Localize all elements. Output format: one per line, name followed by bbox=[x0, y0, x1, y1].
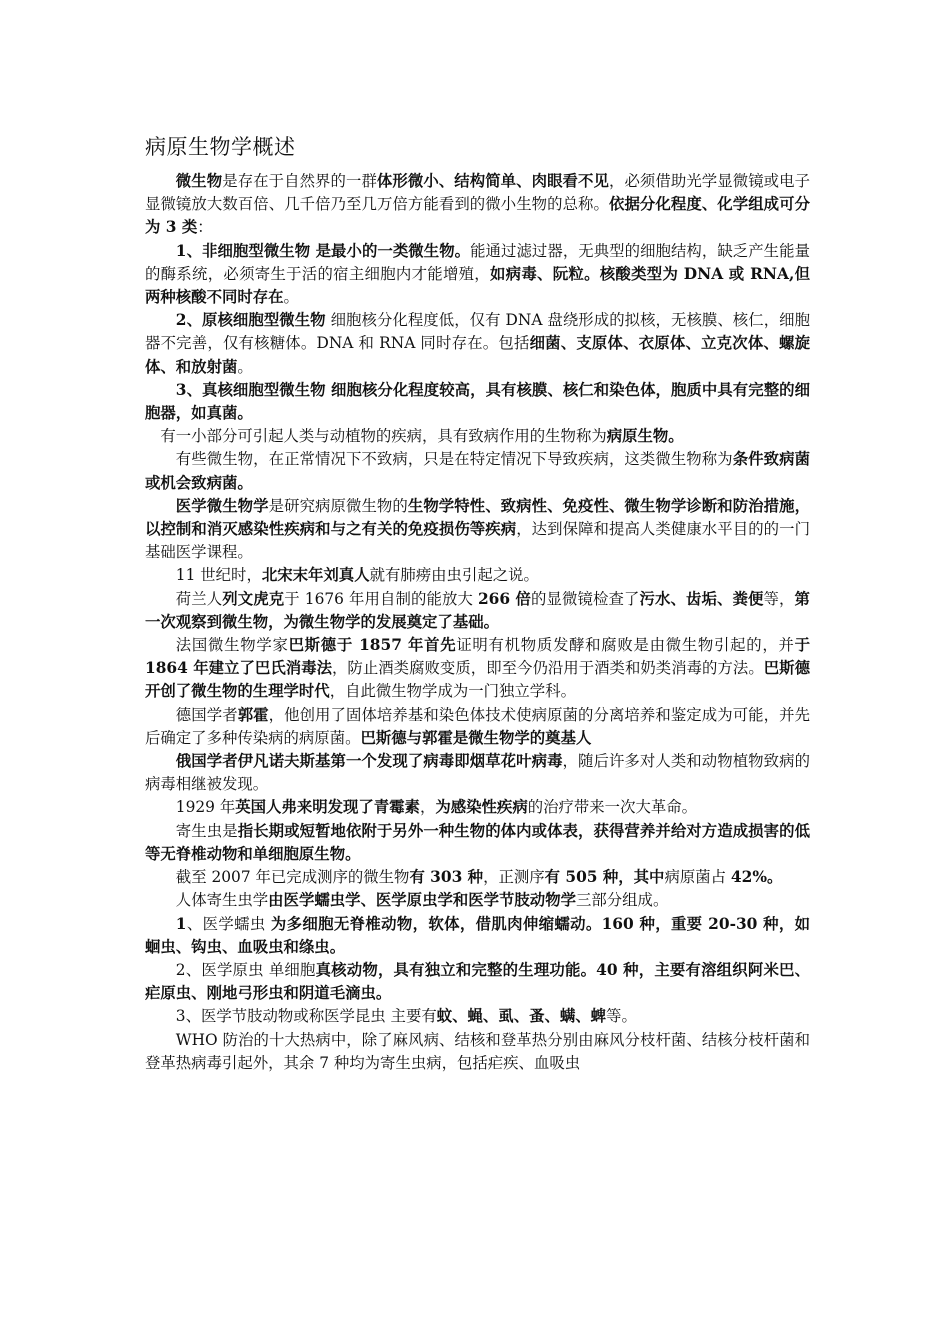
bold-text: 生物学特性、致病性、免疫性、微生物学诊断和防治措施，以控制和消灭感染性疾病和与之有关的免疫损伤等疾病 bbox=[145, 496, 810, 539]
text: 能通过滤过器，无典型的细胞结构，缺乏产生能量的酶系统，必须寄生于活的宿主细胞内才能增殖， bbox=[145, 241, 810, 283]
paragraph bbox=[145, 495, 810, 565]
bold-text: 英国人弗来明发现了青霉素 bbox=[235, 798, 420, 817]
paragraph bbox=[145, 309, 810, 379]
text: 证明有机物质发酵和腐败是由微生物引起的，并 bbox=[456, 636, 795, 655]
paragraph bbox=[145, 1005, 810, 1028]
text: 。 bbox=[283, 288, 299, 307]
paragraph bbox=[145, 379, 810, 425]
text: ，他创用了固体培养基和染色体技术使病原菌的分离培养和鉴定成为可能，并先后确定了多种传染病的病原菌。 bbox=[145, 705, 810, 747]
bold-text: 蚊、蝇、虱、蚤、螨、蜱 bbox=[436, 1007, 607, 1026]
bold-text: 如病毒、阮粒。核酸类型为 DNA 或 RNA,但两种核酸不同时存在 bbox=[145, 264, 810, 307]
paragraph bbox=[145, 170, 810, 240]
bold-text: 由医学蠕虫学、医学原虫学和医学节肢动物学 bbox=[268, 891, 576, 910]
bold-text: 第一次观察到微生物，为微生物学的发展奠定了基础。 bbox=[145, 589, 810, 631]
text: 的治疗带来一次大革命。 bbox=[527, 798, 698, 817]
bold-text: 北宋末年刘真人 bbox=[261, 566, 370, 585]
paragraph bbox=[145, 588, 810, 634]
bold-text: 体形微小、结构简单、肉眼看不见 bbox=[376, 172, 609, 190]
bold-text: 列文虎克 bbox=[222, 589, 285, 608]
document-body bbox=[145, 170, 810, 1075]
paragraph bbox=[145, 913, 810, 959]
text: 。 bbox=[237, 357, 253, 376]
bold-text: 2、原核细胞型微生物 bbox=[175, 311, 326, 330]
bold-text: 42%。 bbox=[730, 868, 783, 887]
text: 的显微镜检查了 bbox=[531, 589, 640, 608]
text: ，必须借助光学显微镜或电子显微镜放大数百倍、几千倍乃至几万倍方能看到的微小生物的总称。 bbox=[145, 172, 810, 214]
text: 1929 年 bbox=[175, 798, 236, 817]
bold-text: 依据分化程度、化学组成可分为 3 类 bbox=[145, 195, 810, 237]
paragraph bbox=[145, 425, 810, 448]
text: ，自此微生物学成为一门独立学科。 bbox=[329, 682, 576, 701]
text: 法国微生物学家 bbox=[175, 636, 289, 655]
text: 荷兰人 bbox=[175, 589, 223, 608]
bold-text: 病原生物。 bbox=[606, 427, 684, 446]
text: 截至 2007 年已完成测序的微生物 bbox=[175, 868, 410, 887]
text: ， bbox=[419, 798, 436, 817]
paragraph bbox=[145, 866, 810, 889]
document-page bbox=[145, 132, 810, 1075]
bold-text: 条件致病菌或机会致病菌。 bbox=[145, 450, 810, 492]
bold-text: 巴斯德与郭霍是微生物学的奠基人 bbox=[360, 728, 592, 747]
text: 德国学者 bbox=[175, 705, 238, 724]
text: 等， bbox=[763, 589, 795, 608]
bold-text: 俄国学者伊凡诺夫斯基第一个发现了病毒即烟草花叶病毒 bbox=[175, 752, 563, 771]
bold-text: 细菌、支原体、衣原体、立克次体、螺旋体、和放射菌 bbox=[145, 334, 810, 376]
text: 等。 bbox=[606, 1007, 637, 1026]
bold-text: 郭霍 bbox=[237, 705, 269, 724]
text: ，达到保障和提高人类健康水平目的的一门基础医学课程。 bbox=[145, 520, 810, 562]
bold-text: 有 303 种 bbox=[409, 868, 484, 887]
text: 是研究病原微生物的 bbox=[268, 496, 408, 515]
text: ，正测序 bbox=[483, 868, 545, 887]
text: 2、医学原虫 单细胞 bbox=[175, 960, 316, 979]
text: ，随后许多对人类和动物植物致病的病毒相继被发现。 bbox=[145, 752, 810, 794]
bold-text: 有 505 种，其中 bbox=[544, 868, 665, 887]
text: 3、医学节肢动物或称医学昆虫 主要有 bbox=[175, 1007, 437, 1026]
text: 三部分组成。 bbox=[575, 891, 669, 910]
bold-text: 266 倍 bbox=[477, 589, 532, 608]
text: ： bbox=[197, 218, 213, 237]
paragraph bbox=[145, 1029, 810, 1075]
paragraph bbox=[145, 820, 810, 866]
paragraph bbox=[145, 796, 810, 819]
bold-text: 污水、齿垢、粪便 bbox=[639, 589, 764, 608]
paragraph bbox=[145, 704, 810, 750]
text: ，防止酒类腐败变质，即至今仍沿用于酒类和奶类消毒的方法。 bbox=[332, 659, 764, 678]
paragraph bbox=[145, 448, 810, 494]
paragraph bbox=[145, 889, 810, 912]
text: 寄生虫是 bbox=[175, 821, 238, 840]
text: 于 1676 年用自制的能放大 bbox=[284, 589, 478, 608]
text: 有一小部分可引起人类与动植物的疾病，具有致病作用的生物称为 bbox=[160, 427, 607, 446]
paragraph bbox=[145, 959, 810, 1005]
bold-text: 为感染性疾病 bbox=[435, 798, 528, 817]
bold-text: 医学微生物学 bbox=[175, 496, 269, 515]
bold-text: 3、真核细胞型微生物 细胞核分化程度较高，具有核膜、核仁和染色体，胞质中具有完整的细胞器，如真菌。 bbox=[145, 380, 810, 423]
bold-text: 指长期或短暂地依附于另外一种生物的体内或体表，获得营养并给对方造成损害的低等无脊椎动物和单细胞原生物。 bbox=[145, 821, 810, 863]
document-title: 病原生物学概述 bbox=[145, 135, 296, 159]
bold-text: 于 1864 年建立了巴氏消毒法 bbox=[145, 636, 810, 678]
text: 有些微生物，在正常情况下不致病，只是在特定情况下导致疾病，这类微生物称为 bbox=[175, 450, 733, 469]
paragraph bbox=[145, 750, 810, 796]
bold-text: 为多细胞无脊椎动物，软体，借肌肉伸缩蠕动。160 种，重要 20-30 种，如蛔虫、钩虫、血吸虫和绦虫。 bbox=[145, 914, 810, 956]
paragraph bbox=[145, 634, 810, 704]
text: 细胞核分化程度低，仅有 DNA 盘绕形成的拟核，无核膜、核仁，细胞器不完善，仅有核糖体。DNA 和 RNA 同时存在。包括 bbox=[145, 311, 810, 353]
paragraph bbox=[145, 240, 810, 310]
text: 是存在于自然界的一群 bbox=[222, 172, 377, 190]
paragraph bbox=[145, 564, 810, 587]
text: 人体寄生虫学 bbox=[175, 891, 269, 910]
bold-text: 巴斯德于 1857 年首先 bbox=[288, 636, 457, 655]
text: WHO 防治的十大热病中，除了麻风病、结核和登革热分别由麻风分枝杆菌、结核分枝杆菌和登革热病毒引起外，其余 7 种均为寄生虫病，包括疟疾、血吸虫 bbox=[145, 1030, 810, 1072]
text: 、医学蠕虫 bbox=[186, 914, 271, 933]
text: 就有肺痨由虫引起之说。 bbox=[369, 566, 539, 585]
bold-text: 微生物 bbox=[175, 172, 223, 190]
bold-text: 1 bbox=[175, 914, 187, 933]
bold-text: 真核动物，具有独立和完整的生理功能。40 种，主要有溶组织阿米巴、疟原虫、刚地弓形虫和阴道毛滴虫。 bbox=[145, 960, 811, 1003]
text: 病原菌占 bbox=[664, 868, 731, 887]
text: 11 世纪时， bbox=[175, 566, 262, 585]
bold-text: 巴斯德开创了微生物的生理学时代 bbox=[145, 659, 810, 701]
bold-text: 1、非细胞型微生物 是最小的一类微生物。 bbox=[175, 241, 471, 260]
